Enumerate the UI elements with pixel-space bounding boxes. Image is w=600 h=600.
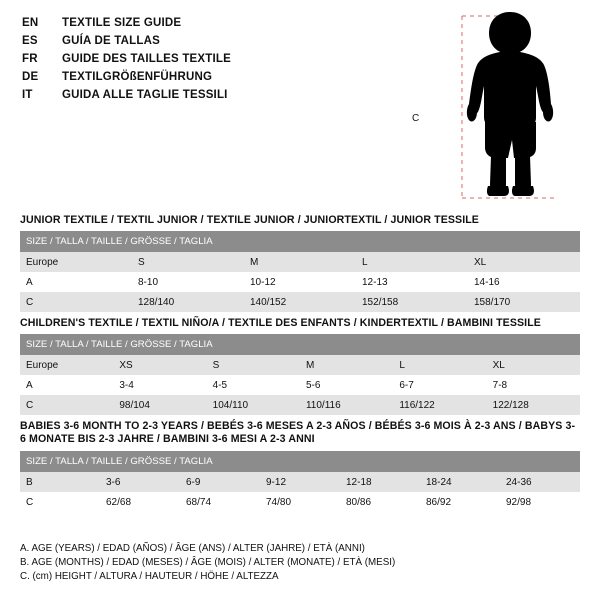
cell: 3-6 (100, 472, 180, 492)
size-table-children (20, 334, 580, 415)
section-title: JUNIOR TEXTILE / TEXTIL JUNIOR / TEXTILE JUNIOR / JUNIORTEXTIL / JUNIOR TESSILE (20, 214, 479, 226)
table-row (20, 252, 580, 272)
language-title: GUIDA ALLE TAGLIE TESSILI (62, 89, 228, 101)
language-code: EN (22, 17, 39, 29)
language-code: DE (22, 71, 39, 83)
child-silhouette-icon (456, 8, 576, 203)
language-title: GUIDE DES TAILLES TEXTILE (62, 53, 231, 65)
language-row-fr (22, 50, 442, 68)
size-header-label: SIZE / TALLA / TAILLE / GRÖSSE / TAGLIA (20, 334, 580, 355)
legend-line-c: C. (cm) HEIGHT / ALTURA / HAUTEUR / HÖHE / ALTEZZA (20, 571, 279, 582)
section-junior (20, 214, 580, 312)
row-label: A (20, 375, 113, 395)
cell: 18-24 (420, 472, 500, 492)
row-label: C (20, 292, 132, 312)
language-title: TEXTILGRÖßENFÜHRUNG (62, 71, 213, 83)
cell: 6-7 (393, 375, 486, 395)
section-title: CHILDREN'S TEXTILE / TEXTIL NIÑO/A / TEXTILE DES ENFANTS / KINDERTEXTIL / BAMBINI TESSILE (20, 317, 541, 329)
cell: 9-12 (260, 472, 340, 492)
language-row-it (22, 86, 442, 104)
cell: 14-16 (468, 272, 580, 292)
cell: 68/74 (180, 492, 260, 512)
cell: 104/110 (207, 395, 300, 415)
section-babies (20, 420, 580, 512)
cell: 8-10 (132, 272, 244, 292)
section-title: BABIES 3-6 MONTH TO 2-3 YEARS / BEBÉS 3-6 MESES A 2-3 AÑOS / BÉBÉS 3-6 MOIS À 2-3 ANS / BABYS 3-6 MONATE BIS 2-3 JAHRE / BAMBINI 3-6 MESI A 2-3 ANNI (20, 420, 576, 445)
legend-line-a: A. AGE (YEARS) / EDAD (AÑOS) / ÂGE (ANS) / ALTER (JAHRE) / ETÀ (ANNI) (20, 543, 365, 554)
table-row (20, 375, 580, 395)
cell: 116/122 (393, 395, 486, 415)
size-table-babies (20, 451, 580, 512)
cell: 3-4 (113, 375, 206, 395)
cell: M (244, 252, 356, 272)
cell: 122/128 (487, 395, 580, 415)
cell: XL (487, 355, 580, 375)
cell: 12-18 (340, 472, 420, 492)
cell: 152/158 (356, 292, 468, 312)
table-row (20, 492, 580, 512)
language-row-es (22, 32, 442, 50)
cell: M (300, 355, 393, 375)
cell: 158/170 (468, 292, 580, 312)
size-header-label: SIZE / TALLA / TAILLE / GRÖSSE / TAGLIA (20, 451, 580, 472)
size-header-label: SIZE / TALLA / TAILLE / GRÖSSE / TAGLIA (20, 231, 580, 252)
language-row-en (22, 14, 442, 32)
row-label: C (20, 395, 113, 415)
height-measure-label: C (412, 113, 420, 124)
cell: 86/92 (420, 492, 500, 512)
table-row (20, 395, 580, 415)
cell: L (356, 252, 468, 272)
cell: L (393, 355, 486, 375)
language-row-de (22, 68, 442, 86)
cell: 110/116 (300, 395, 393, 415)
cell: XL (468, 252, 580, 272)
language-title: GUÍA DE TALLAS (62, 35, 160, 47)
table-row (20, 292, 580, 312)
language-code: ES (22, 35, 38, 47)
table-header-row (20, 334, 580, 355)
cell: 6-9 (180, 472, 260, 492)
section-children (20, 317, 580, 415)
table-row (20, 472, 580, 492)
table-header-row (20, 231, 580, 252)
table-row (20, 272, 580, 292)
cell: S (207, 355, 300, 375)
cell: 74/80 (260, 492, 340, 512)
row-label: A (20, 272, 132, 292)
language-code: IT (22, 89, 33, 101)
legend-block (20, 542, 580, 584)
cell: 92/98 (500, 492, 580, 512)
cell: 128/140 (132, 292, 244, 312)
row-label: B (20, 472, 100, 492)
language-title-list (22, 14, 442, 104)
row-label: Europe (20, 355, 113, 375)
language-code: FR (22, 53, 38, 65)
measurement-figure (412, 8, 582, 203)
row-label: Europe (20, 252, 132, 272)
cell: 62/68 (100, 492, 180, 512)
cell: 7-8 (487, 375, 580, 395)
cell: S (132, 252, 244, 272)
cell: 5-6 (300, 375, 393, 395)
cell: 98/104 (113, 395, 206, 415)
cell: XS (113, 355, 206, 375)
cell: 24-36 (500, 472, 580, 492)
size-table-junior (20, 231, 580, 312)
table-row (20, 355, 580, 375)
row-label: C (20, 492, 100, 512)
cell: 4-5 (207, 375, 300, 395)
cell: 80/86 (340, 492, 420, 512)
cell: 12-13 (356, 272, 468, 292)
cell: 140/152 (244, 292, 356, 312)
language-title: TEXTILE SIZE GUIDE (62, 17, 182, 29)
table-header-row (20, 451, 580, 472)
cell: 10-12 (244, 272, 356, 292)
legend-line-b: B. AGE (MONTHS) / EDAD (MESES) / ÂGE (MOIS) / ALTER (MONATE) / ETÀ (MESI) (20, 557, 396, 568)
